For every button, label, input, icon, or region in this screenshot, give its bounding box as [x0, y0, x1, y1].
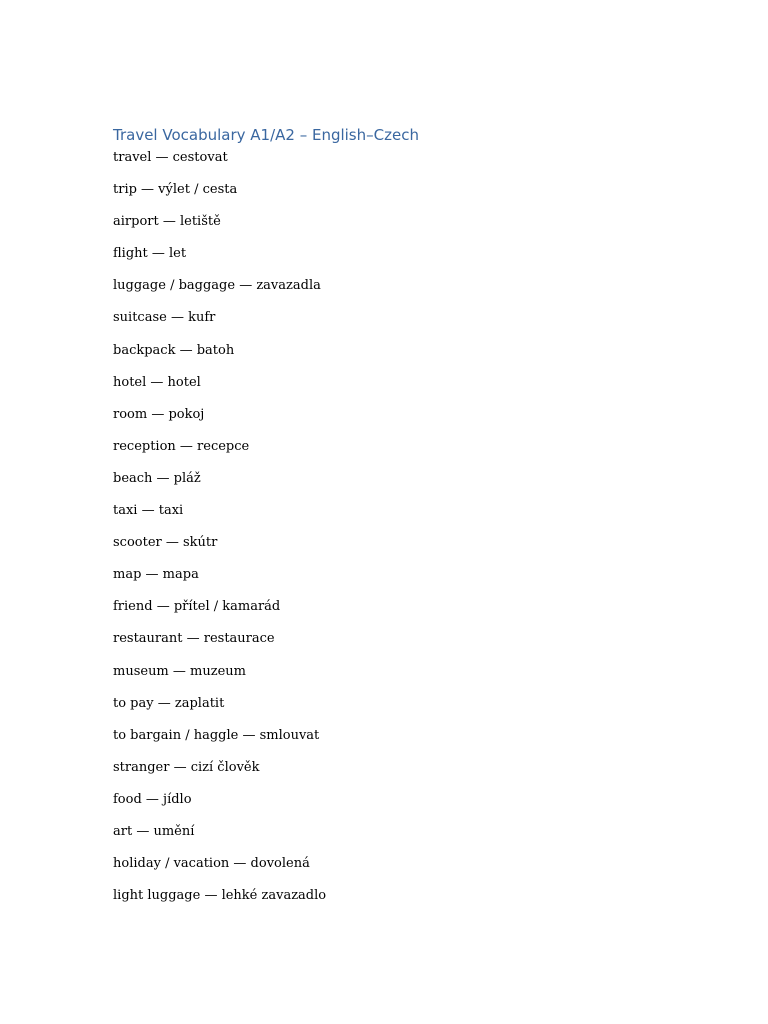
- vocabulary-entry: stranger — cizí člověk: [113, 759, 260, 775]
- vocabulary-entry: friend — přítel / kamarád: [113, 599, 281, 615]
- vocabulary-entry: luggage / baggage — zavazadla: [113, 278, 321, 294]
- vocabulary-entry: suitcase — kufr: [113, 310, 216, 326]
- vocabulary-entry: map — mapa: [113, 567, 199, 583]
- vocabulary-entry: travel — cestovat: [113, 150, 228, 165]
- vocabulary-entry: to bargain / haggle — smlouvat: [113, 727, 320, 743]
- vocabulary-entry: holiday / vacation — dovolená: [113, 856, 310, 872]
- vocabulary-entry: light luggage — lehké zavazadlo: [113, 888, 327, 904]
- vocabulary-entry: trip — výlet / cesta: [113, 182, 238, 198]
- vocabulary-entry: flight — let: [113, 246, 187, 262]
- vocabulary-list: [113, 149, 326, 919]
- vocabulary-entry: art — umění: [113, 823, 195, 839]
- vocabulary-entry: beach — pláž: [113, 470, 201, 486]
- vocabulary-entry: food — jídlo: [113, 791, 192, 807]
- vocabulary-entry: reception — recepce: [113, 438, 250, 454]
- vocabulary-entry: backpack — batoh: [113, 342, 235, 358]
- document-title: Travel Vocabulary A1/A2 – English–Czech: [113, 126, 419, 144]
- vocabulary-entry: scooter — skútr: [113, 535, 218, 551]
- vocabulary-entry: to pay — zaplatit: [113, 695, 225, 711]
- vocabulary-entry: room — pokoj: [113, 406, 205, 422]
- vocabulary-entry: taxi — taxi: [113, 503, 184, 519]
- vocabulary-entry: airport — letiště: [113, 214, 221, 230]
- vocabulary-entry: restaurant — restaurace: [113, 631, 275, 647]
- vocabulary-entry: hotel — hotel: [113, 374, 201, 390]
- vocabulary-entry: museum — muzeum: [113, 663, 246, 679]
